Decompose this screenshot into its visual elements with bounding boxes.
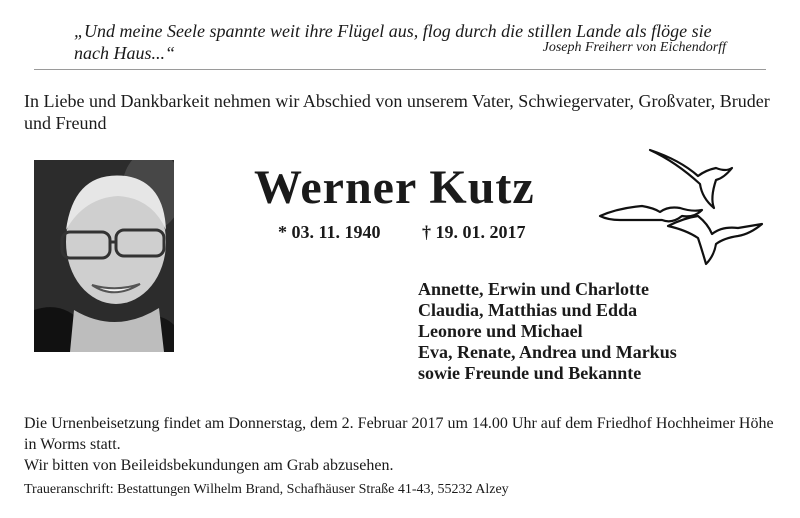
- divider: [34, 69, 766, 70]
- mourner-line: Eva, Renate, Andrea und Markus: [418, 342, 677, 362]
- mourning-address: Traueranschrift: Bestattungen Wilhelm Brand, Schafhäuser Straße 41-43, 55232 Alzey: [24, 482, 509, 497]
- condolence-request: Wir bitten von Beileidsbekundungen am Grab abzusehen.: [24, 457, 394, 474]
- mourner-line: Claudia, Matthias und Edda: [418, 300, 638, 320]
- ceremony-details: Die Urnenbeisetzung findet am Donnerstag, dem 2. Februar 2017 um 14.00 Uhr auf dem Friedhof Hochheimer Höhe in Worms statt.: [24, 415, 774, 453]
- portrait-photo: [34, 160, 174, 352]
- birds-illustration: [598, 146, 768, 276]
- mourner-line: Leonore und Michael: [418, 321, 583, 341]
- quote-text: „Und meine Seele spannte weit ihre Flügel aus, flog durch die stillen Lande als flöge sie nach Haus...“: [74, 21, 712, 63]
- intro-text: In Liebe und Dankbarkeit nehmen wir Abschied von unserem Vater, Schwiegervater, Großvater, Bruder und Freund: [24, 91, 770, 133]
- death-date: † 19. 01. 2017: [422, 222, 526, 242]
- mourners-list: [418, 279, 677, 384]
- birth-date: * 03. 11. 1940: [278, 222, 381, 242]
- deceased-name: Werner Kutz: [254, 161, 535, 214]
- portrait-photo-illustration: [34, 160, 174, 352]
- mourner-line: Annette, Erwin und Charlotte: [418, 279, 650, 299]
- ceremony-info: [24, 413, 784, 476]
- quote-author: Joseph Freiherr von Eichendorff: [542, 40, 726, 55]
- mourner-line: sowie Freunde und Bekannte: [418, 363, 642, 383]
